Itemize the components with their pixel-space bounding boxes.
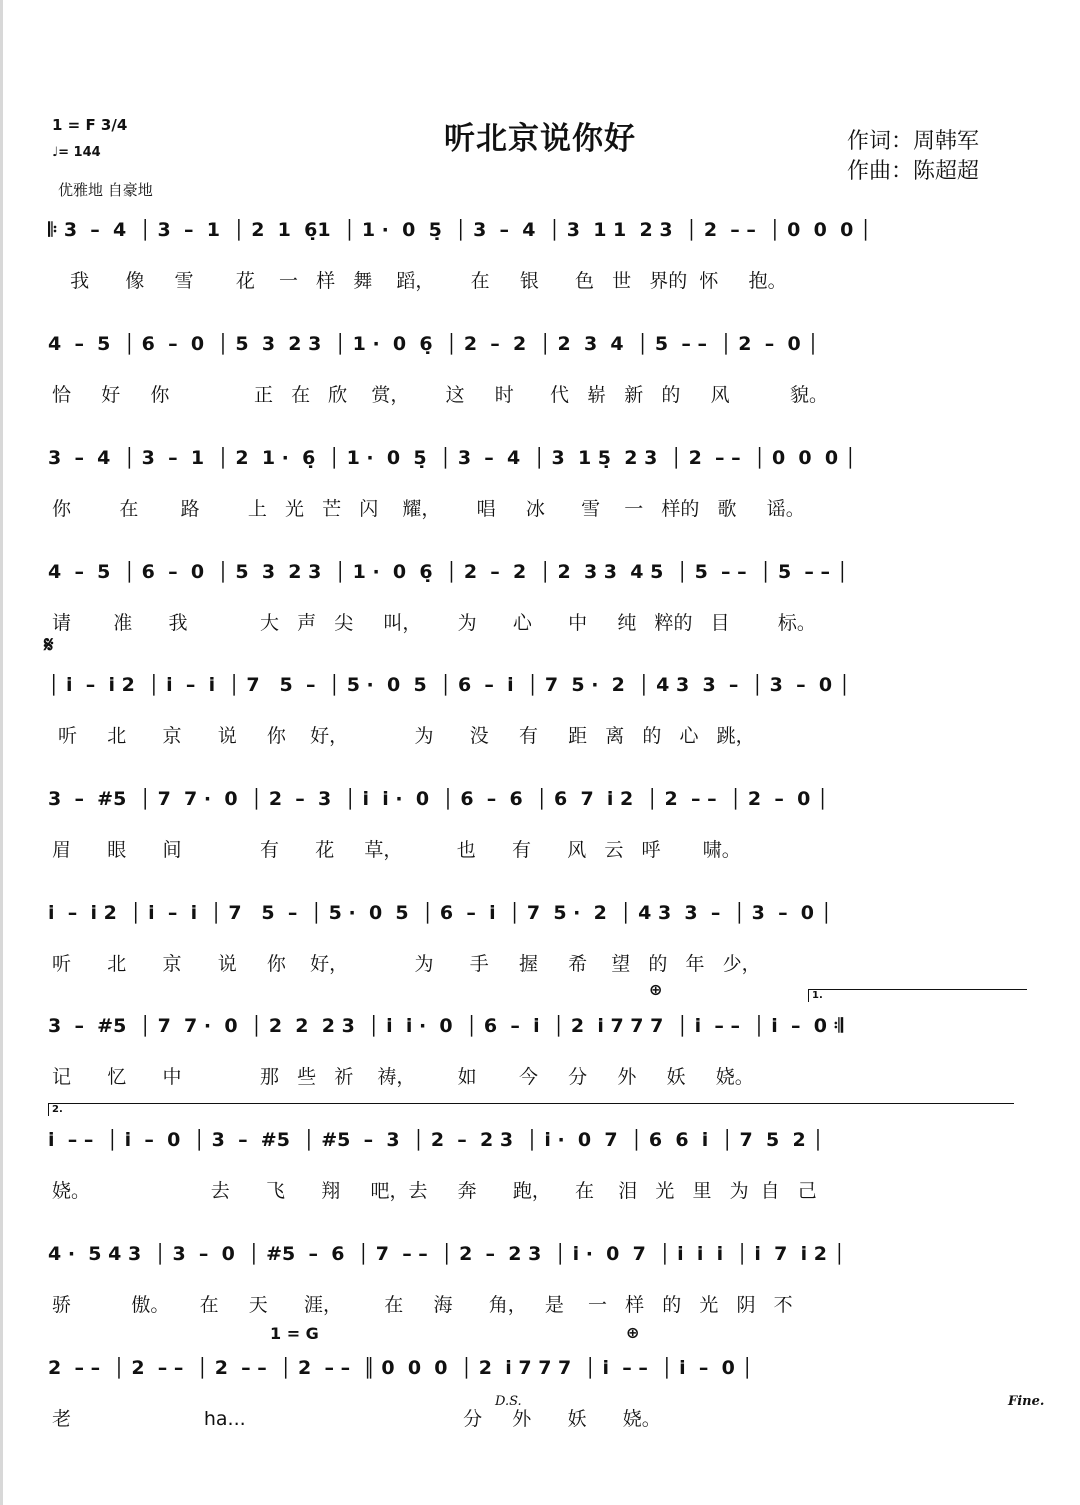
notation-line: 4 – 5 │ 6 – 0 │ 5 3 2 3 │ 1 · 0 6̣ │ 2 – 2 │ 2 3 4 │ 5 – – │ 2 – 0 │: [48, 333, 819, 355]
lyrics-line: 记 忆 中 那 些 祈 祷， 如 今 分 外 妖 娆。: [52, 1066, 754, 1088]
notation-line: 3 – #5 │ 7 7 · 0 │ 2 2 2 3 │ i i · 0 │ 6 – i │ 2 i 7 7 7 │ i – – │ i – 0 𝄇: [48, 1015, 843, 1037]
music-system: [0, 1234, 1080, 1344]
notation-line: 3 – 4 │ 3 – 1 │ 2 1 · 6̣ │ 1 · 0 5̣ │ 3 – 4 │ 3 1 5̣ 2 3 │ 2 – – │ 0 0 0 │: [48, 447, 857, 469]
notation-line: 𝄆 3 – 4 │ 3 – 1 │ 2 1 6̣1 │ 1 · 0 5̣ │ 3 – 4 │ 3 1 1 2 3 │ 2 – – │ 0 0 0 │: [48, 219, 872, 241]
music-system: [0, 1348, 1080, 1458]
lyrics-line: 眉 眼 间 有 花 草， 也 有 风 云 呼 啸。: [52, 839, 741, 861]
volta-first-ending: 1.: [808, 989, 1027, 1002]
notation-line: 4 – 5 │ 6 – 0 │ 5 3 2 3 │ 1 · 0 6̣ │ 2 – 2 │ 2 3 3 4 5 │ 5 – – │ 5 – – │: [48, 561, 849, 583]
fine-marking: Fine.: [1008, 1394, 1045, 1409]
coda-icon: ⊕: [626, 1323, 640, 1342]
ds-marking: D.S.: [495, 1394, 522, 1409]
notation-line: 4 · 5 4 3 │ 3 – 0 │ #5 – 6 │ 7 – – │ 2 – 2 3 │ i · 0 7 │ i i i │ i 7 i 2 │: [48, 1243, 846, 1265]
lyrics-line: 老 ha... 分 外 妖 娆。: [52, 1408, 661, 1430]
music-system: [0, 552, 1080, 662]
notation-line: │ i – i 2 │ i – i │ 7 5 – │ 5 · 0 5 │ 6 – i │ 7 5 · 2 │ 4 3 3 – │ 3 – 0 │: [48, 674, 851, 696]
music-system: [0, 438, 1080, 548]
notation-line: i – i 2 │ i – i │ 7 5 – │ 5 · 0 5 │ 6 – i │ 7 5 · 2 │ 4 3 3 – │ 3 – 0 │: [48, 902, 833, 924]
lyrics-line: 听 北 京 说 你 好， 为 手 握 希 望 的 年 少，: [52, 953, 761, 975]
composer: 作曲：陈超超: [847, 159, 980, 184]
coda-icon: ⊕: [649, 980, 663, 999]
lyrics-line: 娆。 去 飞 翔 吧，去 奔 跑， 在 泪 光 里 为 自 己: [52, 1180, 817, 1202]
music-system: [0, 324, 1080, 434]
music-system: [0, 1006, 1080, 1116]
notation-line: i – – │ i – 0 │ 3 – #5 │ #5 – 3 │ 2 – 2 3 │ i · 0 7 │ 6 6 i │ 7 5 2 │: [48, 1129, 824, 1151]
lyrics-line: 骄 傲。 在 天 涯， 在 海 角， 是 一 样 的 光 阴 不: [52, 1294, 793, 1316]
music-system: [0, 1120, 1080, 1230]
music-system: [0, 779, 1080, 889]
notation-line: 2 – – │ 2 – – │ 2 – – │ 2 – – ║ 0 0 0 │ 2 i 7 7 7 │ i – – │ i – 0 │: [48, 1357, 753, 1379]
tempo-marking: ♩= 144: [52, 145, 101, 160]
lyrics-line: 你 在 路 上 光 芒 闪 耀， 唱 冰 雪 一 样的 歌 谣。: [52, 498, 805, 520]
volta-second-ending: 2.: [48, 1103, 1014, 1116]
notation-line: 3 – #5 │ 7 7 · 0 │ 2 – 3 │ i i · 0 │ 6 – 6 │ 6 7 i 2 │ 2 – – │ 2 – 0 │: [48, 788, 829, 810]
music-system: [0, 893, 1080, 1003]
key-signature: 1 = F 3/4: [52, 116, 128, 134]
expression-marking: 优雅地 自豪地: [58, 181, 153, 199]
lyrics-line: 恰 好 你 正 在 欣 赏， 这 时 代 崭 新 的 风 貌。: [52, 384, 828, 406]
key-change: 1 = G: [270, 1324, 319, 1343]
lyrics-line: 听 北 京 说 你 好， 为 没 有 距 离 的 心 跳，: [52, 725, 755, 747]
page-title: 听北京说你好: [444, 121, 636, 157]
lyrics-line: 我 像 雪 花 一 样 舞 蹈， 在 银 色 世 界的 怀 抱。: [52, 270, 787, 292]
lyrics-line: 请 准 我 大 声 尖 叫， 为 心 中 纯 粹的 目 标。: [52, 612, 816, 634]
music-system: [0, 665, 1080, 775]
segno-icon: 𝄋: [44, 633, 54, 658]
lyricist: 作词：周韩军: [847, 129, 980, 154]
music-system: [0, 210, 1080, 320]
